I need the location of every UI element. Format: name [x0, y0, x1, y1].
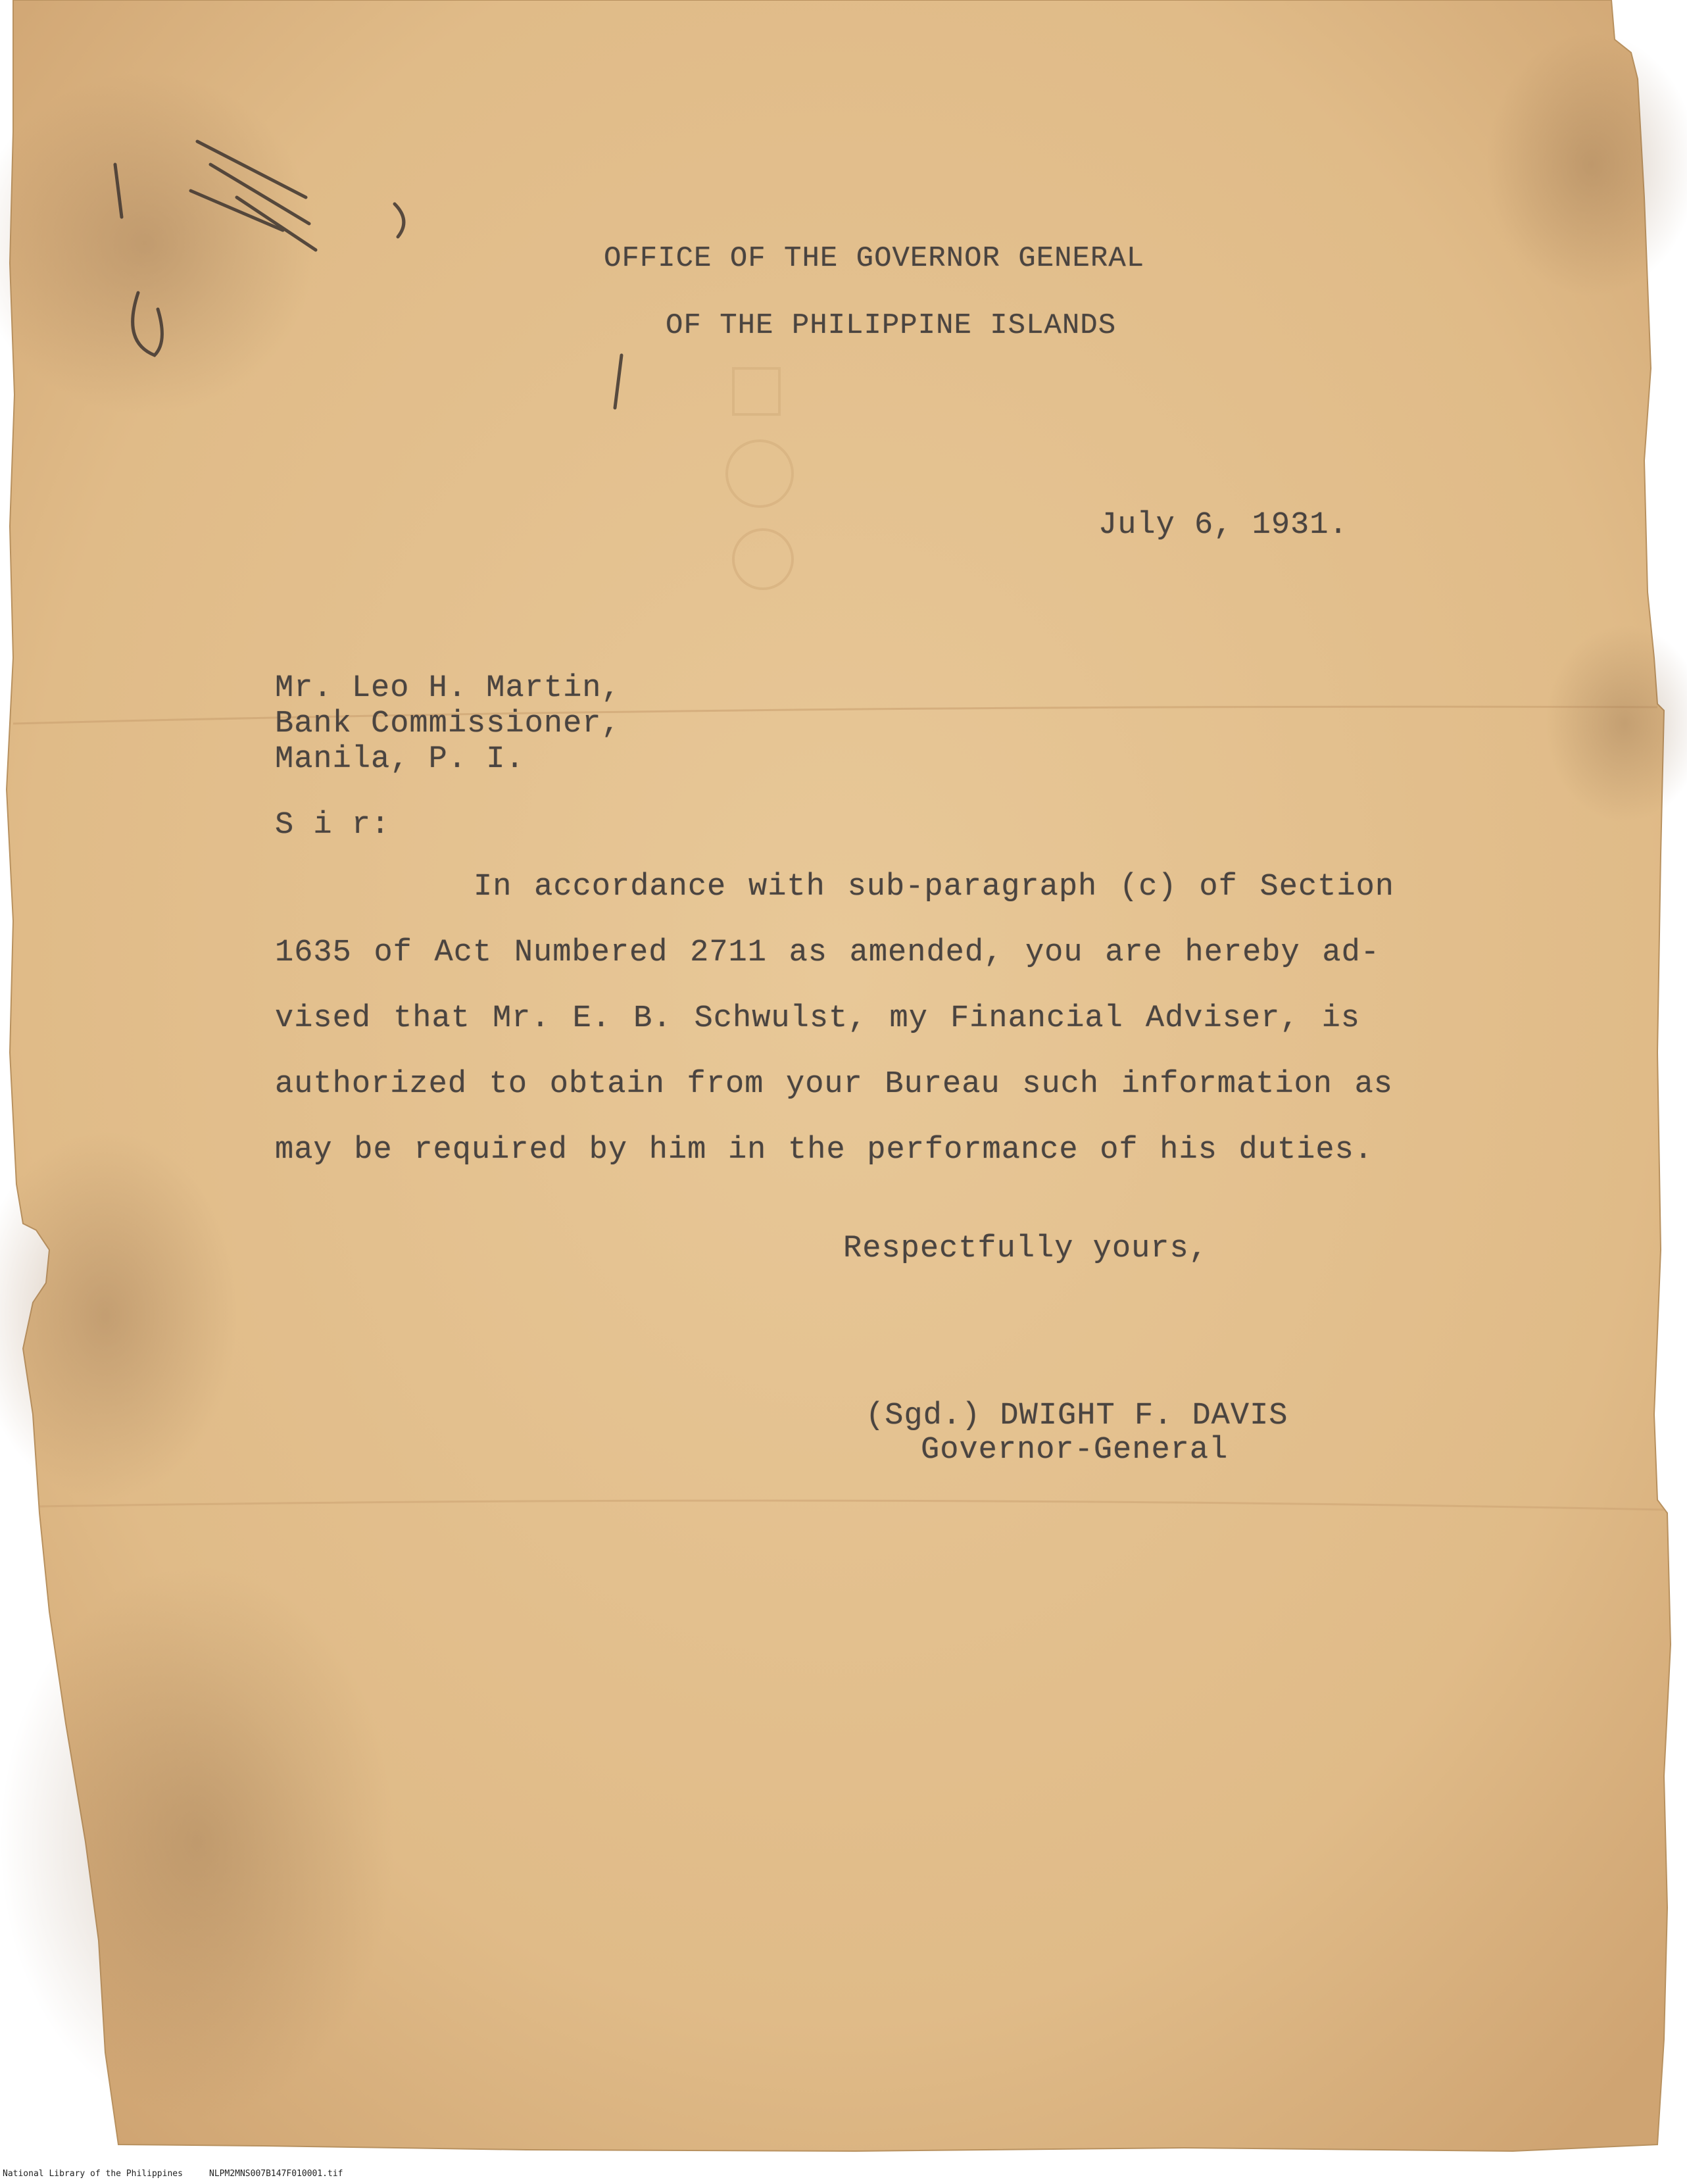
body-line-1: In accordance with sub-paragraph (c) of Section	[474, 870, 1394, 905]
letterhead-line-2: OF THE PHILIPPINE ISLANDS	[666, 309, 1117, 342]
salutation: S i r:	[275, 808, 391, 843]
stain-top-right	[1486, 33, 1687, 296]
signatory-title: Governor-General	[921, 1433, 1229, 1468]
recipient-title: Bank Commissioner,	[275, 707, 621, 741]
signature: (Sgd.) DWIGHT F. DAVIS	[866, 1399, 1288, 1433]
letter-date: July 6, 1931.	[1098, 508, 1348, 543]
body-line-4: authorized to obtain from your Bureau such information as	[275, 1067, 1393, 1102]
stain-bottom-left	[0, 1566, 395, 2118]
body-line-2: 1635 of Act Numbered 2711 as amended, you are hereby ad-	[275, 935, 1380, 970]
closing: Respectfully yours,	[843, 1231, 1208, 1266]
caption-institution: National Library of the Philippines	[3, 2169, 183, 2179]
recipient-name: Mr. Leo H. Martin,	[275, 671, 621, 706]
body-line-3: vised that Mr. E. B. Schwulst, my Financial Adviser, is	[275, 1001, 1360, 1036]
caption-file-name: NLPM2MNS007B147F010001.tif	[209, 2169, 343, 2179]
letterhead-line-1: OFFICE OF THE GOVERNOR GENERAL	[604, 242, 1145, 275]
recipient-location: Manila, P. I.	[275, 742, 525, 777]
body-line-5: may be required by him in the performance of his duties.	[275, 1133, 1373, 1168]
